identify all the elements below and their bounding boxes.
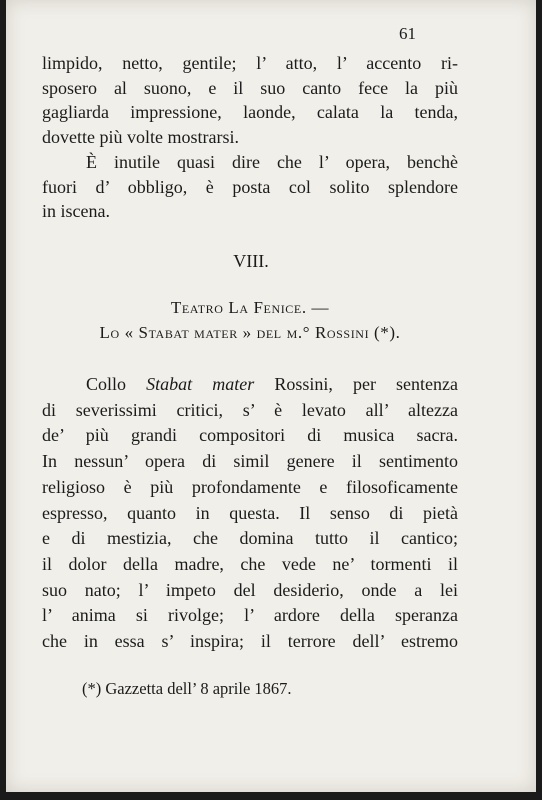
text-post: Rossini, per sentenza xyxy=(254,374,459,394)
text-line: e di mestizia, che domina tutto il cantico; xyxy=(42,528,458,549)
page-number: 61 xyxy=(399,24,416,43)
footnote: (*) Gazzetta dell’ 8 aprile 1867. xyxy=(82,679,292,698)
text-line: dovette più volte mostrarsi. xyxy=(42,126,239,147)
heading-theatre: Teatro La Fenice. — xyxy=(170,298,330,317)
book-page xyxy=(6,0,536,792)
text-line: che in essa s’ inspira; il terrore dell’ estremo xyxy=(42,631,458,652)
text-line: È inutile quasi dire che l’ opera, benchè xyxy=(86,152,458,172)
text-line: l’ anima si rivolge; l’ ardore della speranza xyxy=(42,605,458,626)
text-line: di severissimi critici, s’ è levato all’ altezza xyxy=(42,399,458,420)
heading-title: Lo « Stabat mater » del m.° Rossini (*). xyxy=(99,323,401,342)
text-line: de’ più grandi compositori di musica sacra. xyxy=(42,425,458,446)
text-line: religioso è più profondamente e filosoficamente xyxy=(42,476,458,497)
text-line: espresso, quanto in questa. Il senso di pietà xyxy=(42,502,458,523)
text-line: sposero al suono, e il suo canto fece la più xyxy=(42,77,458,98)
text-line: limpido, netto, gentile; l’ atto, l’ accento ri- xyxy=(42,53,458,73)
text-line: in iscena. xyxy=(42,201,110,221)
paragraph-3 xyxy=(42,372,458,655)
text-line: In nessun’ opera di simil genere il sentimento xyxy=(42,451,458,472)
text-line: fuori d’ obbligo, è posta col solito splendore xyxy=(42,176,458,197)
text-line-first xyxy=(42,372,458,398)
paragraph-2 xyxy=(42,150,458,224)
text-line: gagliarda impressione, laonde, calata la tenda, xyxy=(42,102,458,122)
section-numeral: VIII. xyxy=(233,251,269,271)
text-line: il dolor della madre, che vede ne’ tormenti il xyxy=(42,553,458,574)
text-pre: Collo xyxy=(86,374,147,394)
paragraph-1 xyxy=(42,51,458,149)
text-line: suo nato; l’ impeto del desiderio, onde a lei xyxy=(42,579,458,600)
work-title-italic: Stabat mater xyxy=(146,374,255,394)
